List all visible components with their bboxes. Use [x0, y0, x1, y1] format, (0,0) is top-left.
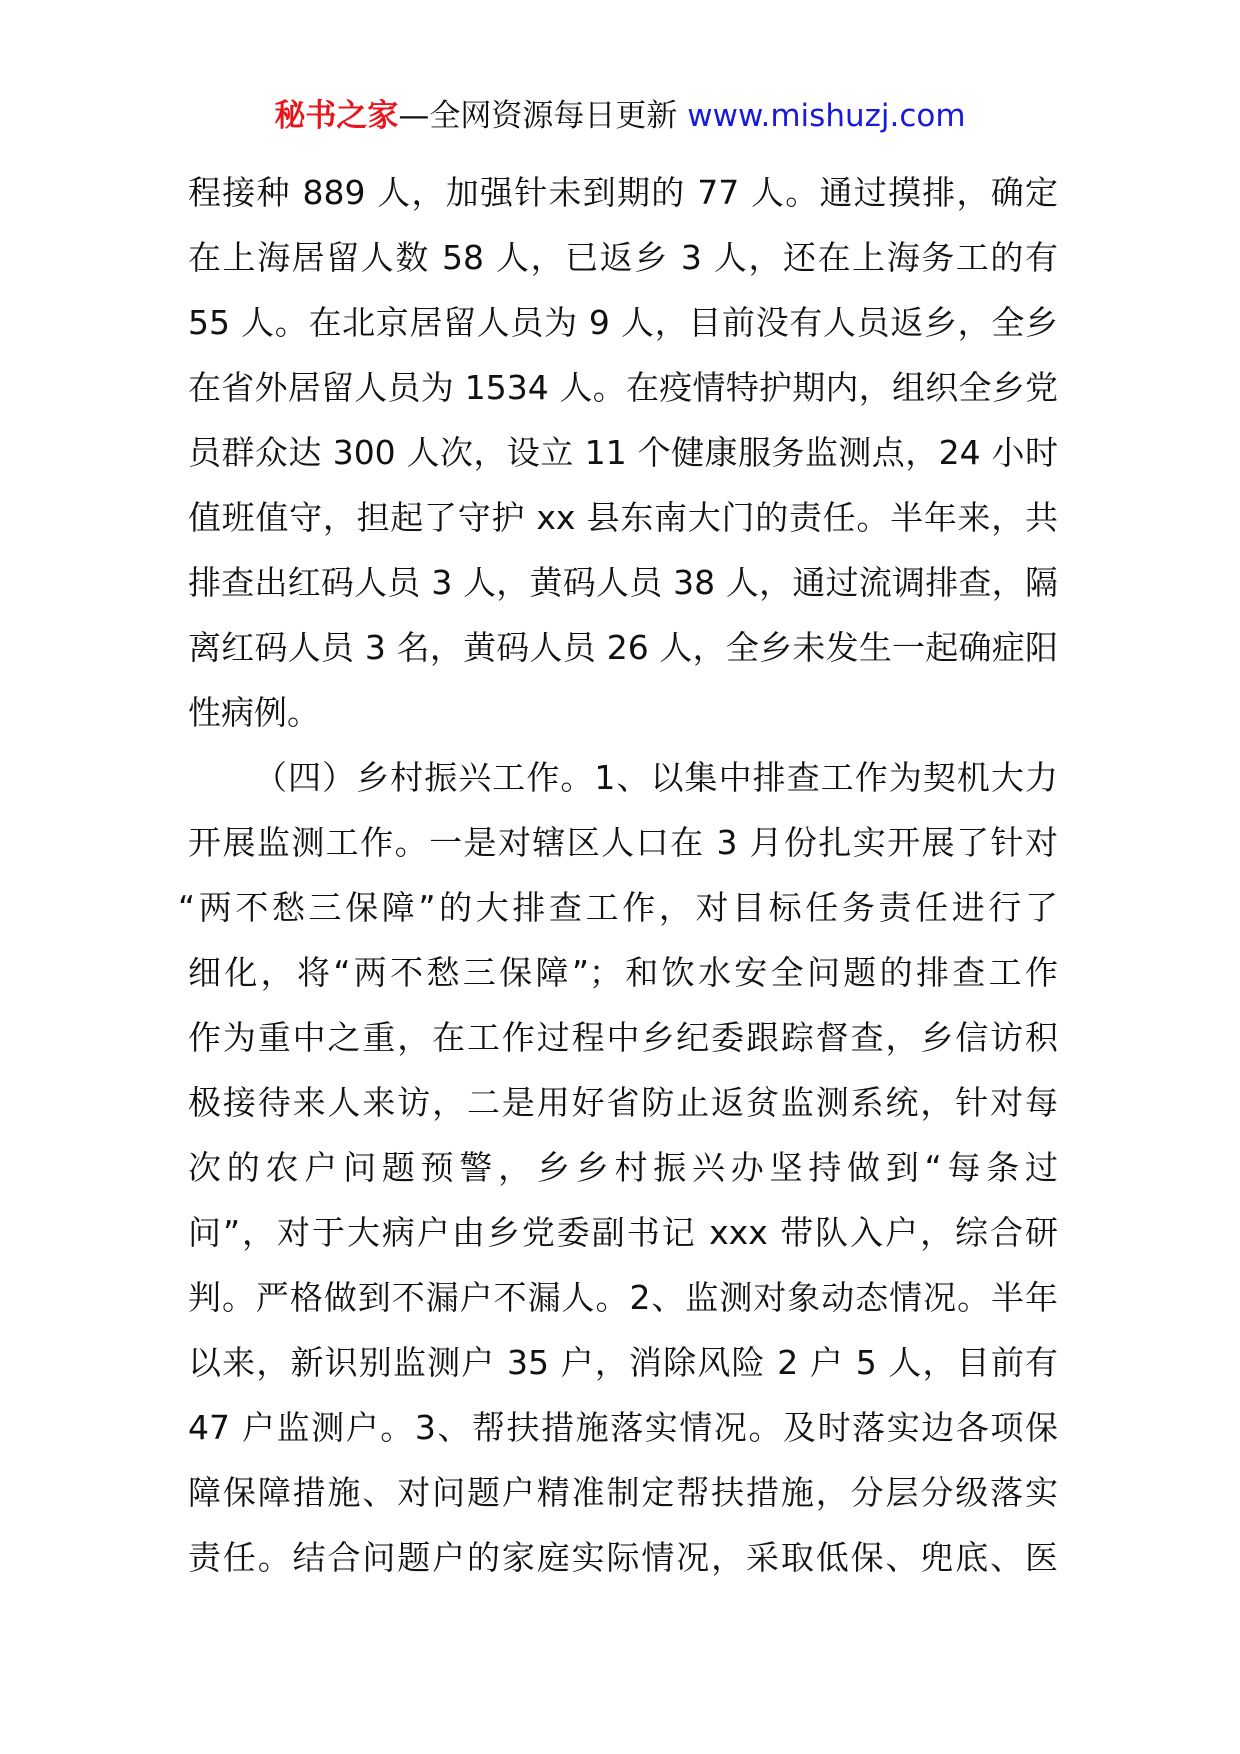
text-line: 离红码人员 3 名，黄码人员 26 人，全乡未发生一起确症阳 [188, 628, 1058, 667]
text-line: 55 人。在北京居留人员为 9 人，目前没有人员返乡，全乡 [188, 303, 1058, 342]
header-slogan: —全网资源每日更新 [398, 98, 678, 134]
text-line: 极接待来人来访，二是用好省防止返贫监测系统，针对每 [188, 1083, 1058, 1122]
text-line: 性病例。 [188, 693, 320, 732]
text-line: 责任。结合问题户的家庭实际情况，采取低保、兜底、医 [188, 1538, 1058, 1577]
page-header [0, 96, 1240, 136]
brand-name: 秘书之家 [274, 98, 399, 134]
text-line: 以来，新识别监测户 35 户，消除风险 2 户 5 人，目前有 [188, 1343, 1058, 1382]
text-line: 障保障措施、对问题户精准制定帮扶措施，分层分级落实 [188, 1473, 1058, 1512]
text-line: 值班值守，担起了守护 xx 县东南大门的责任。半年来，共 [188, 498, 1058, 537]
text-line: 判。严格做到不漏户不漏人。2、监测对象动态情况。半年 [188, 1278, 1058, 1317]
text-line: 在省外居留人员为 1534 人。在疫情特护期内，组织全乡党 [188, 368, 1058, 407]
website-link[interactable]: www.mishuzj.com [687, 98, 966, 134]
document-body [178, 160, 1058, 1590]
section-heading-line: （四）乡村振兴工作。1、以集中排查工作为契机大力 [254, 758, 1058, 797]
text-line: 问”，对于大病户由乡党委副书记 xxx 带队入户，综合研 [188, 1213, 1058, 1252]
text-line: 次的农户问题预警，乡乡村振兴办坚持做到“每条过 [188, 1148, 1058, 1187]
text-line: 作为重中之重，在工作过程中乡纪委跟踪督查，乡信访积 [188, 1018, 1058, 1057]
text-line: 排查出红码人员 3 人，黄码人员 38 人，通过流调排查，隔 [188, 563, 1058, 602]
text-line: 员群众达 300 人次，设立 11 个健康服务监测点，24 小时 [188, 433, 1058, 472]
text-line: 47 户监测户。3、帮扶措施落实情况。及时落实边各项保 [188, 1408, 1058, 1447]
text-line: 在上海居留人数 58 人，已返乡 3 人，还在上海务工的有 [188, 238, 1058, 277]
text-line: “两不愁三保障”的大排查工作，对目标任务责任进行了 [178, 888, 1058, 927]
text-line: 细化，将“两不愁三保障”；和饮水安全问题的排查工作 [188, 953, 1058, 992]
text-line: 开展监测工作。一是对辖区人口在 3 月份扎实开展了针对 [188, 823, 1058, 862]
text-line: 程接种 889 人，加强针未到期的 77 人。通过摸排，确定 [188, 173, 1058, 212]
